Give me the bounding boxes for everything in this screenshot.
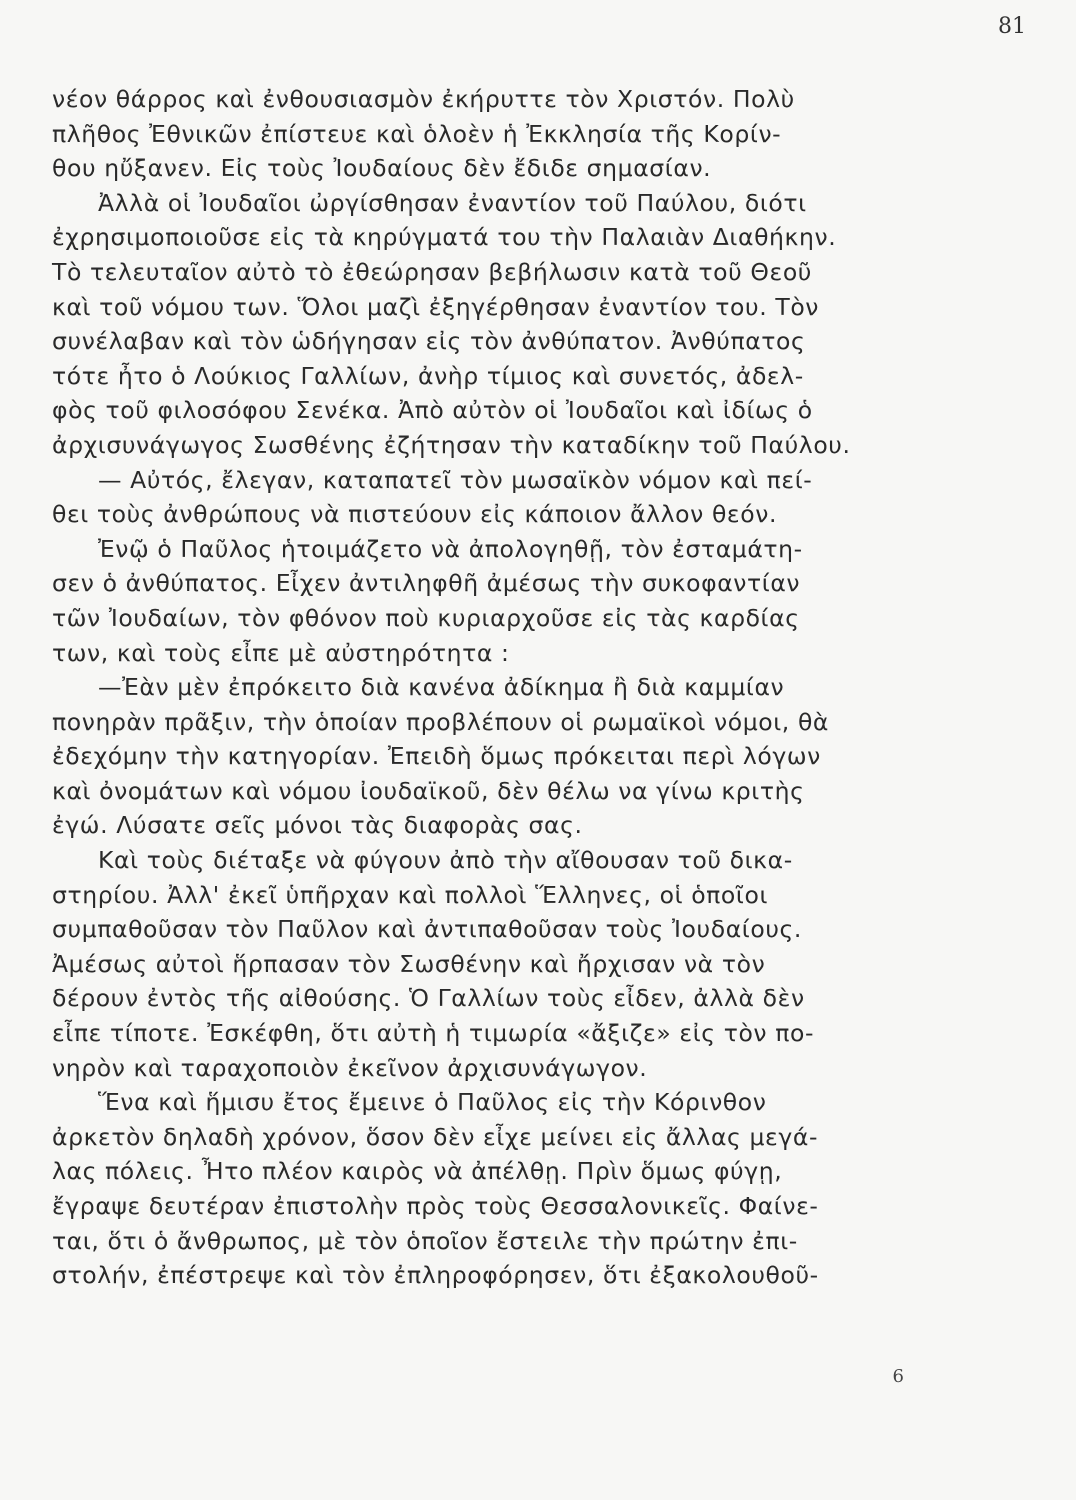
text-line: νηρὸν καὶ ταραχοποιὸν ἐκεῖνον ἀρχισυνάγωγον. xyxy=(52,1053,648,1082)
text-line: καὶ τοῦ νόμου των. Ὅλοι μαζὶ ἐξηγέρθησαν ἐναντίον του. Τὸν xyxy=(52,292,820,321)
text-line: θει τοὺς ἀνθρώπους νὰ πιστεύουν εἰς κάποιον ἄλλον θεόν. xyxy=(52,500,778,529)
text-line: ἀρχισυνάγωγος Σωσθένης ἐζήτησαν τὴν καταδίκην τοῦ Παύλου. xyxy=(52,430,851,459)
page-number: 81 xyxy=(998,14,1026,39)
text-line: ἐγώ. Λύσατε σεῖς μόνοι τὰς διαφορὰς σας. xyxy=(52,811,583,840)
text-line: ἔγραψε δευτέραν ἐπιστολὴν πρὸς τοὺς Θεσσαλονικεῖς. Φαίνε- xyxy=(52,1192,819,1220)
text-line: Ἀλλὰ οἱ Ἰουδαῖοι ὠργίσθησαν ἐναντίον τοῦ Παύλου, διότι xyxy=(98,188,807,217)
text-line: πονηρὰν πρᾶξιν, τὴν ὁποίαν προβλέπουν οἱ ρωμαϊκοὶ νόμοι, θὰ xyxy=(52,707,830,736)
text-line: — Αὐτός, ἔλεγαν, καταπατεῖ τὸν μωσαϊκὸν νόμον καὶ πεί- xyxy=(98,465,813,494)
text-line: —Ἐὰν μὲν ἐπρόκειτο διὰ κανένα ἀδίκημα ἢ διὰ καμμίαν xyxy=(98,673,785,702)
body-text xyxy=(52,82,932,1293)
text-line: τότε ἦτο ὁ Λούκιος Γαλλίων, ἀνὴρ τίμιος καὶ συνετός, ἀδελ- xyxy=(52,361,804,390)
text-line: ἀρκετὸν δηλαδὴ χρόνον, ὅσον δὲν εἶχε μείνει εἰς ἄλλας μεγά- xyxy=(52,1122,819,1151)
text-line: φὸς τοῦ φιλοσόφου Σενέκα. Ἀπὸ αὐτὸν οἱ Ἰουδαῖοι καὶ ἰδίως ὁ xyxy=(52,396,813,425)
text-line: ται, ὅτι ὁ ἄνθρωπος, μὲ τὸν ὁποῖον ἔστειλε τὴν πρώτην ἐπι- xyxy=(52,1226,798,1255)
text-line: νέον θάρρος καὶ ἐνθουσιασμὸν ἐκήρυττε τὸν Χριστόν. Πολὺ xyxy=(52,85,795,113)
text-line: πλῆθος Ἐθνικῶν ἐπίστευε καὶ ὁλοὲν ἡ Ἐκκλησία τῆς Κορίν- xyxy=(52,119,782,148)
text-line: ἐχρησιμοποιοῦσε εἰς τὰ κηρύγματά του τὴν Παλαιὰν Διαθήκην. xyxy=(52,223,837,252)
text-line: συνέλαβαν καὶ τὸν ὡδήγησαν εἰς τὸν ἀνθύπατον. Ἀνθύπατος xyxy=(52,327,806,356)
text-line: εἶπε τίποτε. Ἐσκέφθη, ὅτι αὐτὴ ἡ τιμωρία «ἄξιζε» εἰς τὸν πο- xyxy=(52,1019,815,1048)
text-line: των, καὶ τοὺς εἶπε μὲ αὐστηρότητα : xyxy=(52,638,510,667)
text-line: συμπαθοῦσαν τὸν Παῦλον καὶ ἀντιπαθοῦσαν τοὺς Ἰουδαίους. xyxy=(52,915,802,944)
signature-mark: 6 xyxy=(892,1366,904,1387)
text-line: Ἕνα καὶ ἥμισυ ἔτος ἔμεινε ὁ Παῦλος εἰς τὴν Κόρινθον xyxy=(98,1088,767,1117)
text-line: Καὶ τοὺς διέταξε νὰ φύγουν ἀπὸ τὴν αἴθουσαν τοῦ δικα- xyxy=(98,846,793,875)
text-line: τῶν Ἰουδαίων, τὸν φθόνον ποὺ κυριαρχοῦσε εἰς τὰς καρδίας xyxy=(52,603,800,632)
text-line: Τὸ τελευταῖον αὐτὸ τὸ ἐθεώρησαν βεβήλωσιν κατὰ τοῦ Θεοῦ xyxy=(52,257,812,286)
text-line: στολήν, ἐπέστρεψε καὶ τὸν ἐπληροφόρησεν, ὅτι ἐξακολουθοῦ- xyxy=(52,1261,819,1290)
text-line: λας πόλεις. Ἦτο πλέον καιρὸς νὰ ἀπέλθῃ. Πρὶν ὅμως φύγῃ, xyxy=(52,1157,783,1186)
text-line: θου ηὔξανεν. Εἰς τοὺς Ἰουδαίους δὲν ἔδιδε σημασίαν. xyxy=(52,154,712,183)
text-line: καὶ ὀνομάτων καὶ νόμου ἰουδαϊκοῦ, δὲν θέλω να γίνω κριτὴς xyxy=(52,776,805,805)
text-line: δέρουν ἐντὸς τῆς αἰθούσης. Ὁ Γαλλίων τοὺς εἶδεν, ἀλλὰ δὲν xyxy=(52,984,805,1013)
text-line: σεν ὁ ἀνθύπατος. Εἶχεν ἀντιληφθῆ ἀμέσως τὴν συκοφαντίαν xyxy=(52,569,801,598)
text-line: στηρίου. Ἀλλ' ἐκεῖ ὑπῆρχαν καὶ πολλοὶ Ἕλληνες, οἱ ὁποῖοι xyxy=(52,880,768,909)
text-line: Ἐνῷ ὁ Παῦλος ἡτοιμάζετο νὰ ἀπολογηθῇ, τὸν ἐσταμάτη- xyxy=(98,534,803,563)
text-line: ἐδεχόμην τὴν κατηγορίαν. Ἐπειδὴ ὅμως πρόκειται περὶ λόγων xyxy=(52,742,821,771)
text-line: Ἀμέσως αὐτοὶ ἥρπασαν τὸν Σωσθένην καὶ ἤρχισαν νὰ τὸν xyxy=(52,949,766,978)
